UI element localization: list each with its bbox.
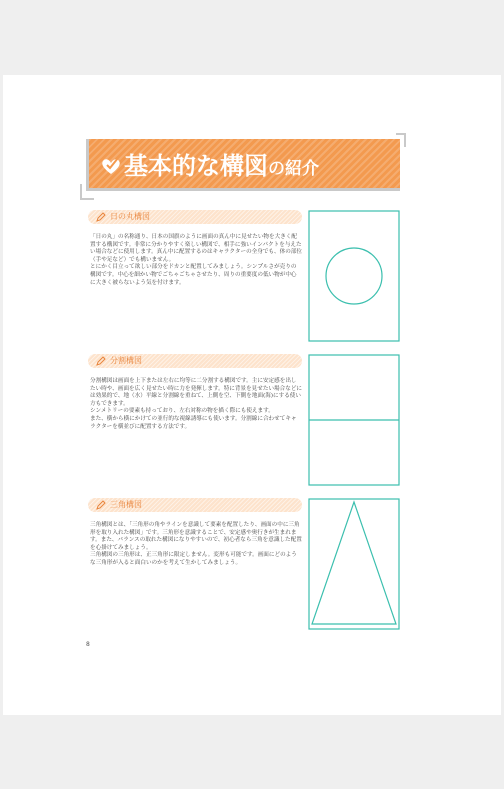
section-body: 三角構図とは、「三角形の角やラインを意識して要素を配置したり、画面の中に三角形を取り入れた構図」です。三角形を意識することで、安定感や奥行きが生まれます。また、バランスの取れた構図になりやすいので、初心者なら三角を意識した配置を心掛けてみましょう。 三角構図の三角形は、正三角形に限定しません。変形も可能です。画面にどのような三角形が入ると面白いのかを考えて生かしてみましょう。 <box>90 522 302 566</box>
page-title <box>124 151 319 184</box>
page-number: 8 <box>86 641 90 648</box>
split-diagram <box>308 354 400 486</box>
section-header <box>88 498 302 512</box>
triangle-diagram <box>308 498 400 630</box>
section-heading: 分割構図 <box>110 356 142 365</box>
section-header <box>88 210 302 224</box>
section-body: 「日の丸」の名称通り、日本の国旗のように画面の真ん中に見せたい物を大きく配置する構図です。非常に分かりやすく楽しい構図で、相手に強いインパクトを与えたい場合などに使用します。真ん中に配置するのはキャラクターの全身でも、体の部位（手や足など）でも構いません。 とにかく目立って欲しい部分をドカンと配置してみましょう。シンプルさが売りの構図です。中心を細かい物でごちゃごちゃさせたり、周りの重要度の低い物が中心に大きく被らないよう気を付けます。 <box>90 234 303 286</box>
heart-check-icon <box>100 155 122 177</box>
pencil-icon <box>96 212 106 222</box>
section-header <box>88 354 302 368</box>
hinomaru-diagram <box>308 210 400 342</box>
section-heading: 三角構図 <box>110 500 142 509</box>
section-body: 分割構図は画面を上下または左右に均等に二分割する構図です。主に安定感を出したい時や、画面を広く見せたい時に力を発揮します。特に背景を見せたい場合などには効果的で、地（水）平線と分割線を重ねて、上側を空、下側を地面(海)にする使い方もできます。 シンメトリーの要素も持っており、左右対称の物を描く際にも使えます。 また、横から横にかけての並行的な視線誘導にも使います。分割線に合わせてキャラクターを横並びに配置する方法です。 <box>90 378 303 430</box>
pencil-icon <box>96 356 106 366</box>
page-title-sub: の紹介 <box>268 159 319 179</box>
section-heading: 日の丸構図 <box>110 212 150 221</box>
pencil-icon <box>96 500 106 510</box>
page-title-main: 基本的な構図 <box>124 151 268 180</box>
